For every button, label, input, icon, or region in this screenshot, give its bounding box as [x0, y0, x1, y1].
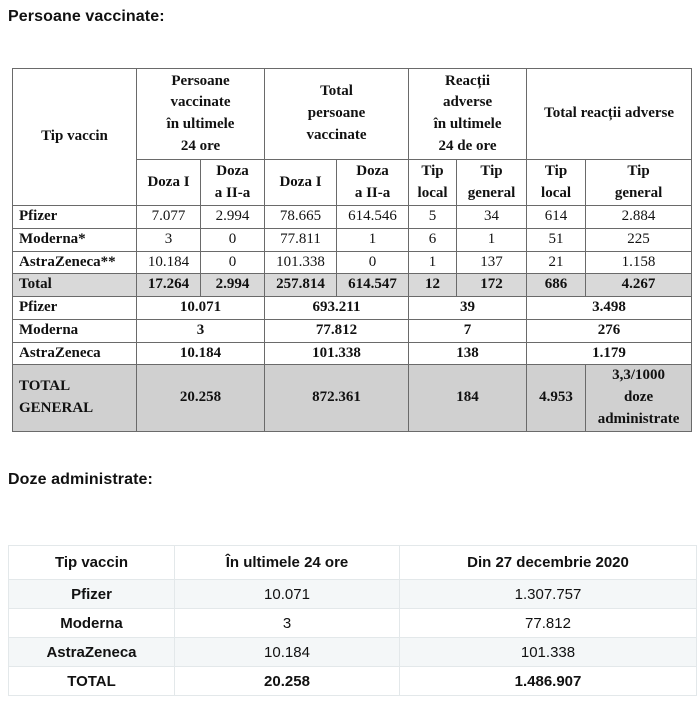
table-row: Pfizer 10.071 1.307.757 [9, 580, 697, 609]
header-total-doza-1: Doza I [265, 160, 337, 206]
total-row: Total 17.264 2.994 257.814 614.547 12 172 686 4.267 [13, 274, 692, 297]
table-row: AstraZeneca** 10.184 0 101.338 0 1 137 21 1.158 [13, 251, 692, 274]
summary-row: AstraZeneca 10.184 101.338 138 1.179 [13, 342, 692, 365]
heading-persoane-vaccinate: Persoane vaccinate: [8, 8, 165, 25]
table-row: Moderna 3 77.812 [9, 609, 697, 638]
total-row: TOTAL 20.258 1.486.907 [9, 667, 697, 696]
table-row: Moderna* 3 0 77.811 1 6 1 51 225 [13, 228, 692, 251]
header-persoane-vaccinate-24h: Persoane vaccinate în ultimele 24 ore [137, 69, 265, 160]
header-reactii-adverse-24h: Reacții adverse în ultimele 24 de ore [409, 69, 527, 160]
header-din-27-decembrie: Din 27 decembrie 2020 [400, 546, 697, 580]
header-ultimele-24-ore: În ultimele 24 ore [175, 546, 400, 580]
header-tip-vaccin: Tip vaccin [13, 69, 137, 206]
total-general-row: TOTAL GENERAL 20.258 872.361 184 4.953 3,3/1000 doze administrate [13, 365, 692, 431]
table-row: Pfizer 7.077 2.994 78.665 614.546 5 34 614 2.884 [13, 206, 692, 229]
header-doza-2: Doza a II-a [201, 160, 265, 206]
vaccinated-persons-table [12, 68, 692, 432]
header-tip-local: Tip local [409, 160, 457, 206]
header-doza-1: Doza I [137, 160, 201, 206]
adverse-rate: 3,3/1000 doze administrate [586, 365, 692, 431]
table-header-row [9, 546, 697, 580]
header-total-tip-local: Tip local [527, 160, 586, 206]
header-total-tip-general: Tip general [586, 160, 692, 206]
header-total-reactii-adverse: Total reacții adverse [527, 69, 692, 160]
total-general-label: TOTAL GENERAL [13, 365, 137, 431]
table-row: AstraZeneca 10.184 101.338 [9, 638, 697, 667]
heading-doze-administrate: Doze administrate: [8, 471, 153, 488]
header-total-doza-2: Doza a II-a [337, 160, 409, 206]
header-total-persoane-vaccinate: Total persoane vaccinate [265, 69, 409, 160]
summary-row: Moderna 3 77.812 7 276 [13, 319, 692, 342]
doses-administered-table [8, 545, 697, 696]
header-tip-general: Tip general [457, 160, 527, 206]
header-tip-vaccin: Tip vaccin [9, 546, 175, 580]
summary-row: Pfizer 10.071 693.211 39 3.498 [13, 297, 692, 320]
